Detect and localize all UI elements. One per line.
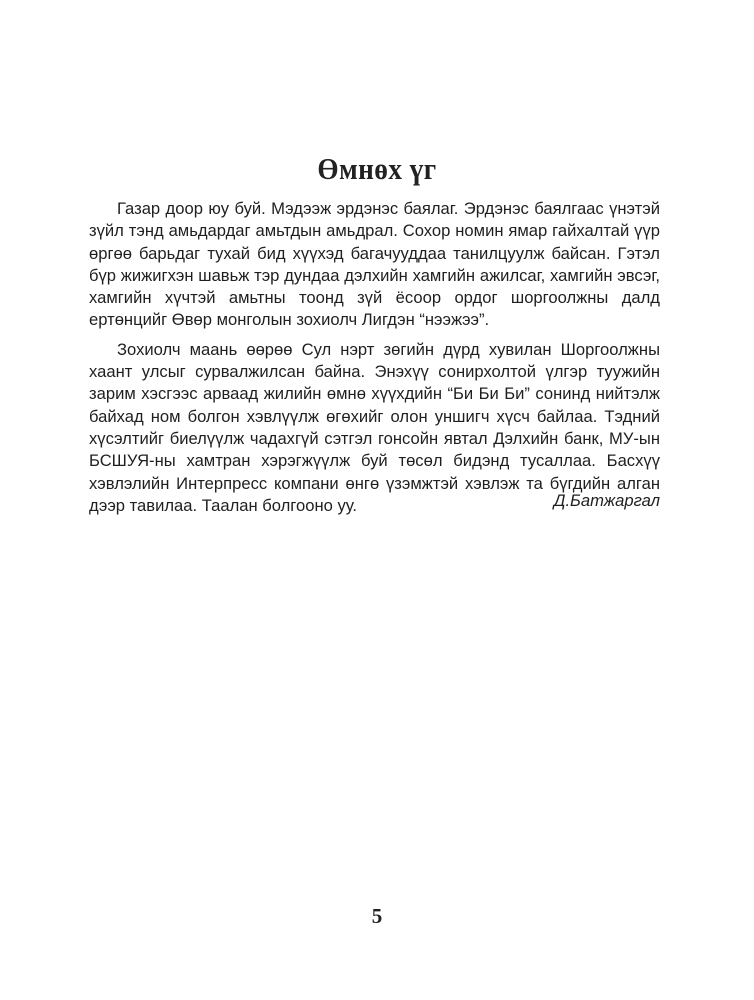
paragraph-2: Зохиолч маань өөрөө Сул нэрт зөгийн дүрд хувилан Шоргоолжны хаант улсыг сурвалжилсан байна. Энэхүү сонирхолтой үлгэр туужийн зарим хэсгээс арваад жилийн өмнө хүүхдийн “Би Би Би” сонинд нийтэлж байхад ном болгон хэвлүүлж өгөхийг олон уншигч хүсч байлаа. Тэдний хүсэлтийг биелүүлж чадахгүй сэтгэл гонсойн явтал Дэлхийн банк, МУ-ын БСШУЯ-ны хамтран хэрэгжүүлж буй төсөл бидэнд тусаллаа. Басхүү хэвлэлийн Интерпресс компани өнгө үзэмжтэй хэвлэж та бүгдийн алган дээр тавилаа. Таалан болгооно уу.: [89, 339, 660, 515]
author-signature: Д.Батжаргал: [553, 491, 660, 510]
paragraph-1: Газар доор юу буй. Мэдээж эрдэнэс баялаг. Эрдэнэс баялгаас үнэтэй зүйл тэнд амьдардаг амьтдын амьдрал. Сохор номин ямар гайхалтай үүр өргөө барьдаг тухай бид хүүхэд багачууддаа танилцуулж байсан. Гэтэл бүр жижигхэн шавьж тэр дундаа дэлхийн хамгийн ажилсаг, хамгийн эвсэг, хамгийн хүчтэй амьтны тоонд зүй ёсоор ордог шоргоолжны далд ертөнцийг Өвөр монголын зохиолч Лигдэн “нээжээ”.: [89, 199, 660, 330]
page-number: 5: [371, 904, 383, 928]
preface-body: [89, 198, 660, 517]
page-title: Өмнөх үг: [317, 150, 437, 186]
